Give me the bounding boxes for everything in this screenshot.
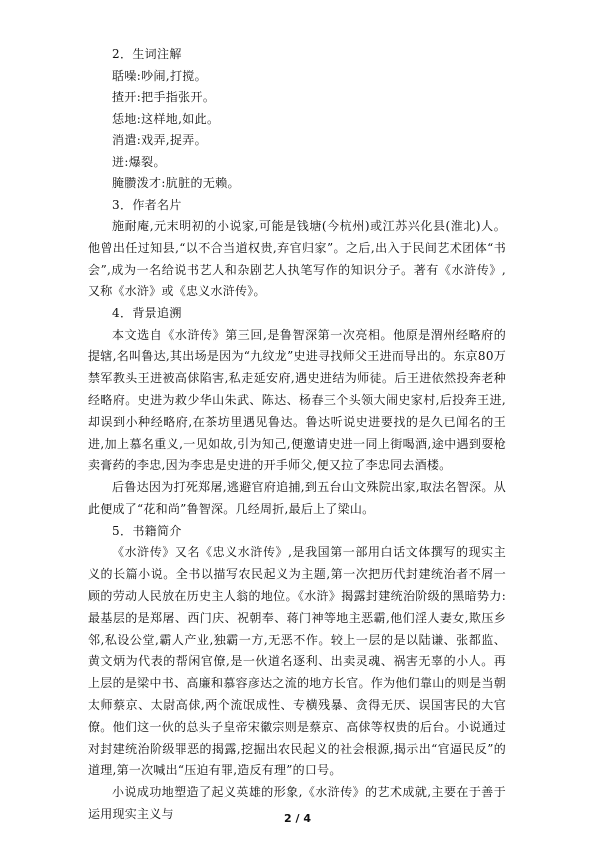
page-content (88, 44, 506, 826)
glossary-heading: 2．生词注解 (112, 47, 182, 61)
author-paragraph: 施耐庵,元末明初的小说家,可能是钱塘(今杭州)或江苏兴化县(淮北)人。他曾出任过知县,“以不合当道权贵,弃官归家”。之后,出入于民间艺术团体“书会”,成为一名给说书艺人和杂剧艺人执笔写作的知识分子。著有《水浒传》,又称《水浒》或《忠义水浒传》。 (88, 219, 506, 299)
author-heading: 3．作者名片 (112, 197, 182, 212)
glossary-item: 揸开:把手指张开。 (112, 90, 216, 104)
glossary-item: 迸:爆裂。 (112, 154, 166, 169)
glossary-item: 消遣:戏弄,捉弄。 (112, 133, 208, 147)
background-paragraph-2: 后鲁达因为打死郑屠,逃避官府追捕,到五台山文殊院出家,取法名智深。从此便成了“花和尚”鲁智深。几经周折,最后上了梁山。 (88, 480, 506, 517)
glossary-item: 聒噪:吵闹,打搅。 (112, 68, 208, 83)
background-paragraph-1: 本文选自《水浒传》第三回,是鲁智深第一次亮相。他原是渭州经略府的提辖,名叫鲁达,其出场是因为“九纹龙”史进寻找师父王进而导出的。东京80万禁军教头王进被高俅陷害,私走延安府,遇史进结为师徒。后王进依然投奔老种经略府。史进为救少华山朱武、陈达、杨春三个头领大闹史家村,后投奔王进,却误到小种经略府,在茶坊里遇见鲁达。鲁达听说史进要找的是久已闻名的王进,加上慕名重义,一见如故,引为知己,便邀请史进一同上街喝酒,途中遇到耍枪卖膏药的李忠,因为李忠是史进的开手师父,便又拉了李忠同去酒楼。 (88, 327, 506, 473)
glossary-item: 腌臜泼才:肮脏的无赖。 (112, 176, 240, 190)
book-paragraph-2: 小说成功地塑造了起义英雄的形象,《水浒传》的艺术成就,主要在于善于运用现实主义与 (88, 785, 506, 821)
book-paragraph-1: 《水浒传》又名《忠义水浒传》,是我国第一部用白话文体撰写的现实主义的长篇小说。全书以描写农民起义为主题,第一次把历代封建统治者不屑一顾的劳动人民放在历史主人翁的地位。《水浒》揭露封建统治阶级的黑暗势力:最基层的是郑屠、西门庆、祝朝奉、蒋门神等地主恶霸,他们淫人妻女,欺压乡邻,私设公堂,霸人产业,独霸一方,无恶不作。较上一层的是以陆谦、张都监、黄文炳为代表的帮闲官僚,是一伙道名逐利、出卖灵魂、祸害无辜的小人。再上层的是梁中书、高廉和慕容彦达之流的地方长官。作为他们靠山的则是当朝太师蔡京、太尉高俅,两个流氓成性、专横残暴、贪得无厌、误国害民的大官僚。他们这一伙的总头子皇帝宋徽宗则是蔡京、高俅等权贵的后台。小说通过对封建统治阶级罪恶的揭露,挖掘出农民起义的社会根源,揭示出“官逼民反”的道理,第一次喊出“压迫有罪,造反有理”的口号。 (88, 545, 506, 778)
glossary-item: 恁地:这样地,如此。 (112, 111, 220, 126)
book-heading: 5．书籍简介 (112, 523, 182, 538)
background-heading: 4．背景追溯 (112, 306, 182, 321)
page-number: 2 / 4 (284, 812, 311, 825)
